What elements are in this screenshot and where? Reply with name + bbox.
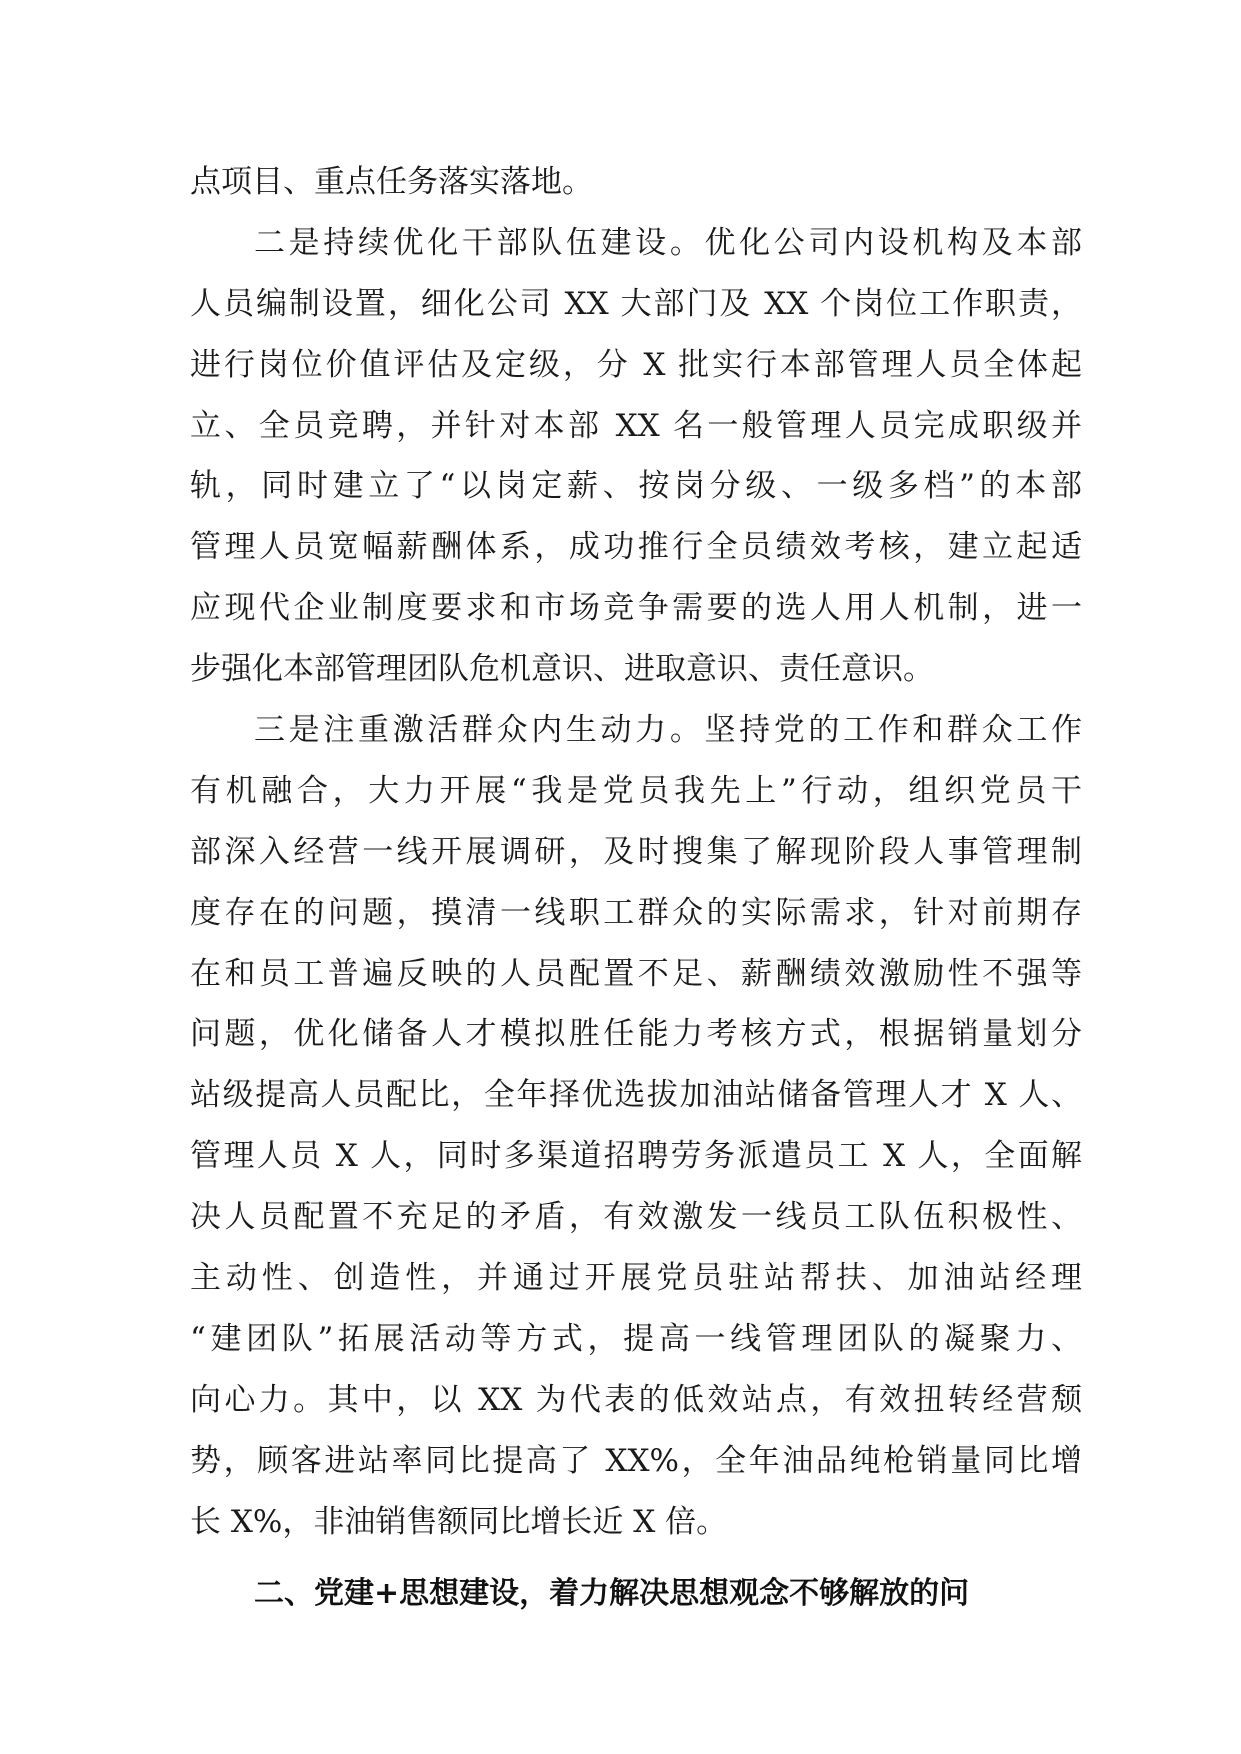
text-line: 度存在的问题，摸清一线职工群众的实际需求，针对前期存 xyxy=(190,894,1082,931)
text-line: 站级提高人员配比，全年择优选拔加油站储备管理人才 X 人、 xyxy=(190,1077,1082,1114)
text-line: 点项目、重点任务落实落地。 xyxy=(190,164,593,200)
text-line: 人员编制设置，细化公司 XX 大部门及 XX 个岗位工作职责， xyxy=(190,285,1082,322)
text-line: 进行岗位价值评估及定级，分 X 批实行本部管理人员全体起 xyxy=(190,346,1082,383)
text-line: “建团队”拓展活动等方式，提高一线管理团队的凝聚力、 xyxy=(190,1320,1082,1357)
text-line: 向心力。其中，以 XX 为代表的低效站点，有效扭转经营颓 xyxy=(190,1381,1082,1418)
text-line: 部深入经营一线开展调研，及时搜集了解现阶段人事管理制 xyxy=(190,833,1082,870)
document-body xyxy=(190,152,1082,1625)
paragraph-first-line: 三是注重激活群众内生动力。坚持党的工作和群众工作 xyxy=(254,712,1082,749)
text-line: 轨，同时建立了“以岗定薪、按岗分级、一级多档”的本部 xyxy=(190,468,1082,505)
text-line: 势，顾客进站率同比提高了 XX%，全年油品纯枪销量同比增 xyxy=(190,1442,1082,1479)
paragraph-first-line: 二是持续优化干部队伍建设。优化公司内设机构及本部 xyxy=(254,224,1082,261)
text-line: 长 X%，非油销售额同比增长近 X 倍。 xyxy=(190,1503,728,1540)
text-line: 问题，优化储备人才模拟胜任能力考核方式，根据销量划分 xyxy=(190,1016,1082,1053)
text-line: 立、全员竞聘，并针对本部 XX 名一般管理人员完成职级并 xyxy=(190,407,1082,444)
text-line: 步强化本部管理团队危机意识、进取意识、责任意识。 xyxy=(190,651,934,688)
text-line: 决人员配置不充足的矛盾，有效激发一线员工队伍积极性、 xyxy=(190,1199,1082,1236)
section-heading: 二、党建+思想建设，着力解决思想观念不够解放的问 xyxy=(254,1576,970,1612)
text-line: 应现代企业制度要求和市场竞争需要的选人用人机制，进一 xyxy=(190,590,1082,627)
text-line: 在和员工普遍反映的人员配置不足、薪酬绩效激励性不强等 xyxy=(190,955,1082,992)
text-line: 主动性、创造性，并通过开展党员驻站帮扶、加油站经理 xyxy=(190,1260,1082,1297)
text-line: 管理人员宽幅薪酬体系，成功推行全员绩效考核，建立起适 xyxy=(190,529,1082,566)
text-line: 有机融合，大力开展“我是党员我先上”行动，组织党员干 xyxy=(190,772,1082,809)
text-line: 管理人员 X 人，同时多渠道招聘劳务派遣员工 X 人，全面解 xyxy=(190,1138,1082,1175)
